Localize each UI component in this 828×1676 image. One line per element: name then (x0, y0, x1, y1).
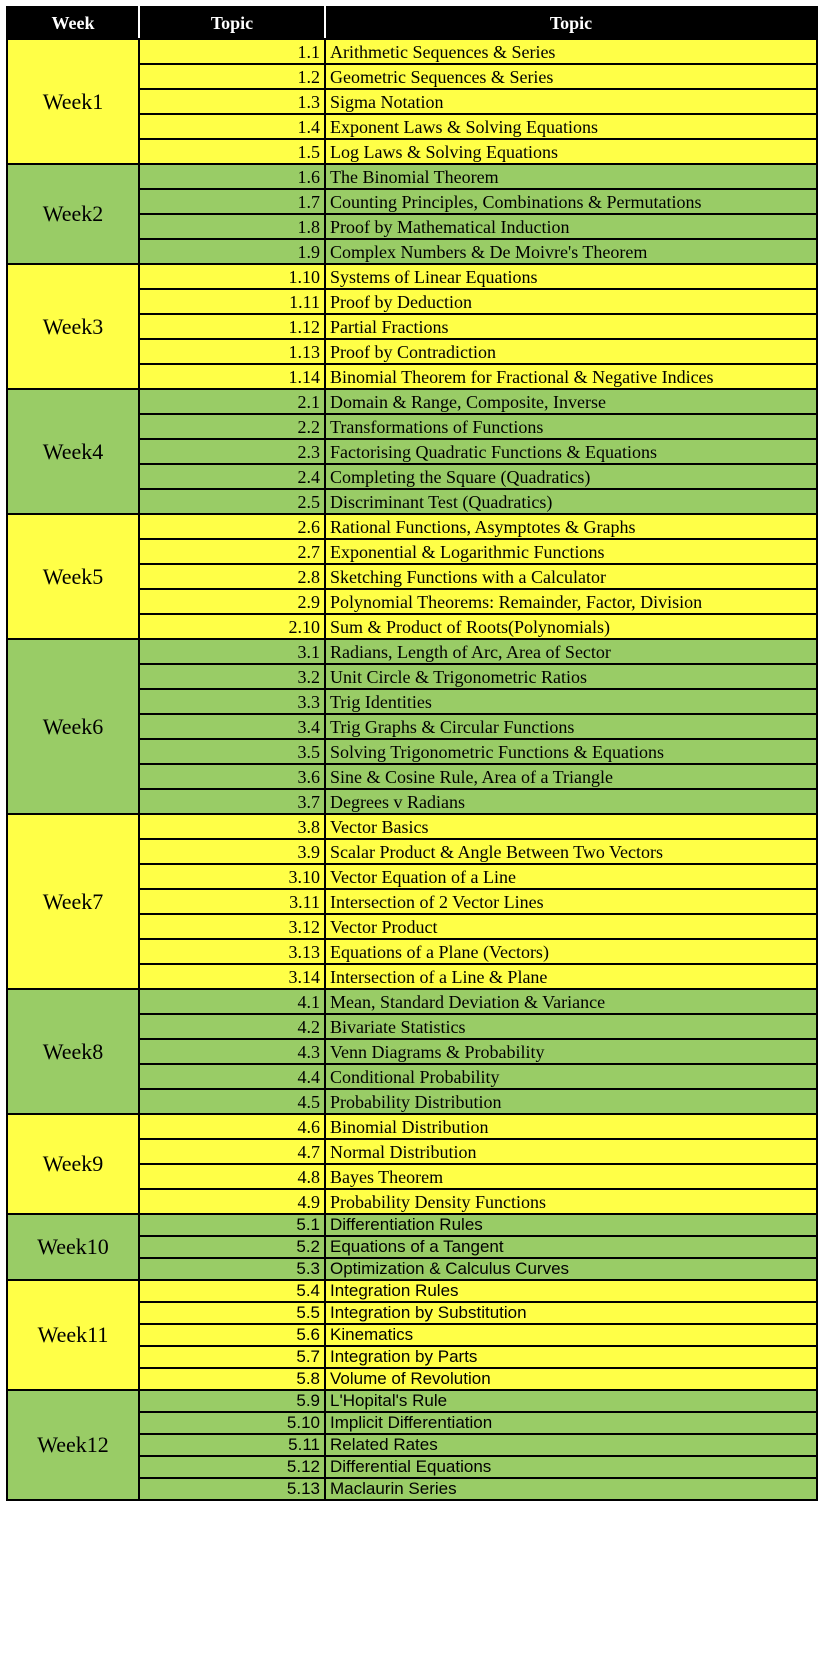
topic-number: 1.11 (139, 289, 325, 314)
topic-title: Proof by Contradiction (325, 339, 817, 364)
topic-number: 2.9 (139, 589, 325, 614)
topic-number: 3.10 (139, 864, 325, 889)
week-label: Week6 (7, 639, 139, 814)
week-label: Week10 (7, 1214, 139, 1280)
topic-number: 4.2 (139, 1014, 325, 1039)
topic-title: Degrees v Radians (325, 789, 817, 814)
table-row (7, 1280, 817, 1302)
week-label: Week11 (7, 1280, 139, 1390)
topic-title: Binomial Theorem for Fractional & Negative Indices (325, 364, 817, 389)
topic-number: 2.4 (139, 464, 325, 489)
topic-number: 5.3 (139, 1258, 325, 1280)
topic-title: Equations of a Plane (Vectors) (325, 939, 817, 964)
topic-title: Differentiation Rules (325, 1214, 817, 1236)
topic-number: 2.6 (139, 514, 325, 539)
table-row (7, 264, 817, 289)
topic-number: 5.13 (139, 1478, 325, 1500)
topic-number: 5.2 (139, 1236, 325, 1258)
topic-number: 5.8 (139, 1368, 325, 1390)
topic-title: Discriminant Test (Quadratics) (325, 489, 817, 514)
topic-title: Solving Trigonometric Functions & Equations (325, 739, 817, 764)
topic-title: Probability Distribution (325, 1089, 817, 1114)
topic-title: Maclaurin Series (325, 1478, 817, 1500)
topic-number: 3.3 (139, 689, 325, 714)
topic-number: 5.10 (139, 1412, 325, 1434)
topic-number: 5.7 (139, 1346, 325, 1368)
topic-title: Unit Circle & Trigonometric Ratios (325, 664, 817, 689)
topic-title: Arithmetic Sequences & Series (325, 39, 817, 64)
topic-title: Proof by Mathematical Induction (325, 214, 817, 239)
topic-number: 1.6 (139, 164, 325, 189)
topic-title: Scalar Product & Angle Between Two Vectors (325, 839, 817, 864)
table-row (7, 989, 817, 1014)
week-label: Week2 (7, 164, 139, 264)
topic-title: Complex Numbers & De Moivre's Theorem (325, 239, 817, 264)
topic-number: 3.1 (139, 639, 325, 664)
topic-number: 1.2 (139, 64, 325, 89)
topic-title: Radians, Length of Arc, Area of Sector (325, 639, 817, 664)
topic-title: Geometric Sequences & Series (325, 64, 817, 89)
table-row (7, 1214, 817, 1236)
topic-number: 5.4 (139, 1280, 325, 1302)
topic-number: 5.9 (139, 1390, 325, 1412)
topic-title: Volume of Revolution (325, 1368, 817, 1390)
topic-number: 5.6 (139, 1324, 325, 1346)
topic-number: 5.11 (139, 1434, 325, 1456)
topic-title: Sum & Product of Roots(Polynomials) (325, 614, 817, 639)
table-body (7, 39, 817, 1500)
topic-number: 1.8 (139, 214, 325, 239)
topic-number: 1.13 (139, 339, 325, 364)
topic-number: 5.12 (139, 1456, 325, 1478)
topic-title: Bayes Theorem (325, 1164, 817, 1189)
topic-title: Venn Diagrams & Probability (325, 1039, 817, 1064)
topic-title: Exponential & Logarithmic Functions (325, 539, 817, 564)
topic-number: 3.4 (139, 714, 325, 739)
topic-title: Mean, Standard Deviation & Variance (325, 989, 817, 1014)
topic-title: Intersection of 2 Vector Lines (325, 889, 817, 914)
header-row (7, 7, 817, 39)
topic-title: Trig Graphs & Circular Functions (325, 714, 817, 739)
topic-title: Polynomial Theorems: Remainder, Factor, Division (325, 589, 817, 614)
topic-title: Differential Equations (325, 1456, 817, 1478)
table-row (7, 39, 817, 64)
topic-number: 2.8 (139, 564, 325, 589)
topic-title: The Binomial Theorem (325, 164, 817, 189)
topic-title: Vector Basics (325, 814, 817, 839)
table-row (7, 1114, 817, 1139)
topic-title: Factorising Quadratic Functions & Equations (325, 439, 817, 464)
week-label: Week3 (7, 264, 139, 389)
topic-title: Bivariate Statistics (325, 1014, 817, 1039)
topic-number: 1.10 (139, 264, 325, 289)
topic-number: 1.3 (139, 89, 325, 114)
topic-number: 3.14 (139, 964, 325, 989)
topic-number: 4.9 (139, 1189, 325, 1214)
topic-number: 5.1 (139, 1214, 325, 1236)
topic-number: 1.12 (139, 314, 325, 339)
topic-number: 2.2 (139, 414, 325, 439)
topic-title: Proof by Deduction (325, 289, 817, 314)
topic-number: 4.4 (139, 1064, 325, 1089)
topic-title: Normal Distribution (325, 1139, 817, 1164)
topic-number: 1.4 (139, 114, 325, 139)
topic-title: Optimization & Calculus Curves (325, 1258, 817, 1280)
header-week: Week (7, 7, 139, 39)
topic-number: 4.7 (139, 1139, 325, 1164)
topic-number: 1.9 (139, 239, 325, 264)
topic-title: Trig Identities (325, 689, 817, 714)
topic-title: Implicit Differentiation (325, 1412, 817, 1434)
topic-title: Kinematics (325, 1324, 817, 1346)
week-label: Week4 (7, 389, 139, 514)
syllabus-table (6, 6, 818, 1501)
topic-number: 3.8 (139, 814, 325, 839)
topic-title: Sine & Cosine Rule, Area of a Triangle (325, 764, 817, 789)
topic-number: 4.6 (139, 1114, 325, 1139)
topic-title: Rational Functions, Asymptotes & Graphs (325, 514, 817, 539)
table-row (7, 389, 817, 414)
topic-number: 1.1 (139, 39, 325, 64)
topic-title: Probability Density Functions (325, 1189, 817, 1214)
topic-number: 3.2 (139, 664, 325, 689)
topic-number: 3.9 (139, 839, 325, 864)
topic-number: 2.1 (139, 389, 325, 414)
topic-title: Partial Fractions (325, 314, 817, 339)
topic-number: 4.3 (139, 1039, 325, 1064)
topic-title: Domain & Range, Composite, Inverse (325, 389, 817, 414)
topic-number: 1.14 (139, 364, 325, 389)
topic-title: Related Rates (325, 1434, 817, 1456)
topic-title: Counting Principles, Combinations & Permutations (325, 189, 817, 214)
topic-title: Binomial Distribution (325, 1114, 817, 1139)
topic-title: Sketching Functions with a Calculator (325, 564, 817, 589)
table-row (7, 1390, 817, 1412)
header-topic: Topic (325, 7, 817, 39)
topic-number: 1.5 (139, 139, 325, 164)
table-row (7, 164, 817, 189)
table-row (7, 814, 817, 839)
topic-number: 4.1 (139, 989, 325, 1014)
week-label: Week1 (7, 39, 139, 164)
table-row (7, 514, 817, 539)
topic-number: 3.6 (139, 764, 325, 789)
topic-number: 3.7 (139, 789, 325, 814)
week-label: Week5 (7, 514, 139, 639)
topic-title: Integration by Parts (325, 1346, 817, 1368)
topic-number: 3.12 (139, 914, 325, 939)
table-row (7, 639, 817, 664)
topic-title: Exponent Laws & Solving Equations (325, 114, 817, 139)
week-label: Week9 (7, 1114, 139, 1214)
topic-number: 2.7 (139, 539, 325, 564)
topic-number: 4.8 (139, 1164, 325, 1189)
topic-title: Completing the Square (Quadratics) (325, 464, 817, 489)
topic-title: Integration Rules (325, 1280, 817, 1302)
week-label: Week7 (7, 814, 139, 989)
topic-title: Log Laws & Solving Equations (325, 139, 817, 164)
topic-title: Vector Equation of a Line (325, 864, 817, 889)
topic-number: 3.11 (139, 889, 325, 914)
topic-number: 2.10 (139, 614, 325, 639)
topic-number: 2.3 (139, 439, 325, 464)
topic-number: 1.7 (139, 189, 325, 214)
week-label: Week12 (7, 1390, 139, 1500)
topic-number: 3.5 (139, 739, 325, 764)
header-topic-number: Topic (139, 7, 325, 39)
topic-title: Intersection of a Line & Plane (325, 964, 817, 989)
topic-title: L'Hopital's Rule (325, 1390, 817, 1412)
topic-title: Transformations of Functions (325, 414, 817, 439)
topic-number: 2.5 (139, 489, 325, 514)
week-label: Week8 (7, 989, 139, 1114)
topic-title: Sigma Notation (325, 89, 817, 114)
topic-title: Vector Product (325, 914, 817, 939)
topic-number: 5.5 (139, 1302, 325, 1324)
topic-title: Systems of Linear Equations (325, 264, 817, 289)
topic-number: 4.5 (139, 1089, 325, 1114)
topic-title: Conditional Probability (325, 1064, 817, 1089)
topic-number: 3.13 (139, 939, 325, 964)
topic-title: Integration by Substitution (325, 1302, 817, 1324)
topic-title: Equations of a Tangent (325, 1236, 817, 1258)
